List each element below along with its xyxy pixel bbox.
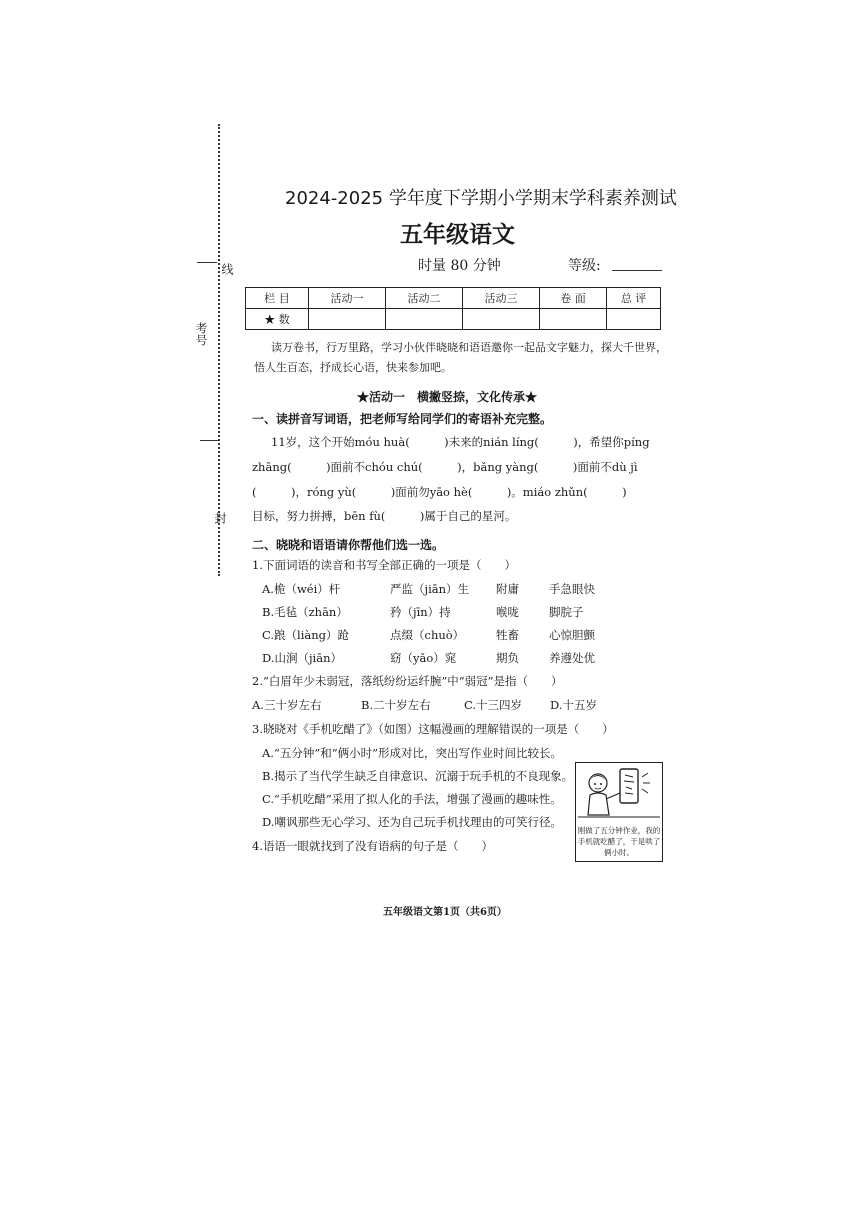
comic-image (575, 762, 663, 862)
q2-2-stem: 2.“白眉年少未弱冠，落纸纷纷运纤腕”中“弱冠”是指（ ） (252, 674, 563, 688)
question-two-title: 二、晓晓和语语请你帮他们选一选。 (252, 538, 445, 552)
q2-3-option-b: B.揭示了当代学生缺乏自律意识、沉溺于玩手机的不良现象。 (262, 769, 574, 783)
q2-1-option-d-1: D.山涧（jiān） (262, 651, 342, 665)
grade-label: 等级: (568, 258, 601, 274)
score-cell[interactable] (540, 309, 607, 330)
score-table-row (246, 309, 661, 330)
score-header-cell: 栏 目 (246, 288, 309, 309)
q2-1-option-b-1: B.毛毡（zhān） (262, 605, 348, 619)
score-header-cell: 总 评 (607, 288, 661, 309)
grade-blank (612, 270, 662, 271)
score-header-cell: 卷 面 (540, 288, 607, 309)
score-header-cell: 活动一 (309, 288, 386, 309)
score-header-cell: 活动二 (386, 288, 463, 309)
binding-line-label: 线 (220, 263, 234, 275)
exam-number-underline-top (197, 262, 217, 263)
q2-1-option-a-4: 手急眼快 (549, 582, 595, 596)
comic-drawing (576, 763, 662, 825)
q2-3-option-c: C.“手机吃醋”采用了拟人化的手法，增强了漫画的趣味性。 (262, 792, 562, 806)
q2-3-option-d: D.嘲讽那些无心学习、还为自己玩手机找理由的可笑行径。 (262, 815, 562, 829)
q2-2-option-c: C.十三四岁 (464, 698, 523, 712)
score-cell[interactable] (463, 309, 540, 330)
q1-line: 目标，努力拼搏，bēn fù( )属于自己的星河。 (252, 509, 517, 523)
score-cell[interactable] (386, 309, 463, 330)
q2-1-stem: 1.下面词语的读音和书写全部正确的一项是（ ） (252, 558, 516, 572)
q2-2-option-b: B.二十岁左右 (361, 698, 431, 712)
q2-1-option-b-3: 喉咙 (496, 605, 519, 619)
q1-line: 11岁，这个开始móu huà( )未来的nián líng( )，希望你píng (271, 435, 650, 449)
score-table-header-row (246, 288, 661, 309)
score-header-cell: 活动三 (463, 288, 540, 309)
q2-2-option-a: A.三十岁左右 (252, 698, 322, 712)
score-cell[interactable] (607, 309, 661, 330)
time-limit: 时量 80 分钟 (418, 258, 501, 274)
q1-line: ( )，róng yù( )面前勿yāo hè( )。miáo zhǔn( ) (252, 485, 627, 499)
q2-1-option-d-4: 养遵处优 (549, 651, 595, 665)
intro-line-1: 读万卷书，行万里路，学习小伙伴晓晓和语语邀你一起品文字魅力，探大千世界， (271, 341, 667, 354)
intro-line-2: 悟人生百态，抒成长心语，快来参加吧。 (254, 361, 452, 374)
exam-number-label: 考号 (194, 322, 208, 346)
q2-1-option-a-1: A.桅（wéi）杆 (262, 582, 341, 596)
q2-1-option-c-4: 心惊胆颤 (549, 628, 595, 642)
q2-1-option-b-2: 矜（jīn）持 (390, 605, 451, 619)
score-cell[interactable] (309, 309, 386, 330)
q2-4-stem: 4.语语一眼就找到了没有语病的句子是（ ） (252, 839, 493, 853)
activity-one-title: ★活动一 横撇竖捺，文化传承★ (357, 390, 538, 404)
q2-2-option-d: D.十五岁 (550, 698, 597, 712)
exam-number-underline-bottom (200, 440, 218, 441)
q2-1-option-b-4: 脚脘子 (549, 605, 584, 619)
score-row-label: ★ 数 (246, 309, 309, 330)
score-table (245, 287, 661, 330)
exam-title: 2024-2025 学年度下学期小学期末学科素养测试 (285, 188, 677, 209)
q2-3-stem: 3.晓晓对《手机吃醋了》（如图）这幅漫画的理解错误的一项是（ ） (252, 722, 614, 736)
q2-1-option-c-2: 点缀（chuò） (390, 628, 465, 642)
binding-dotted-line (218, 124, 220, 576)
comic-caption: 刚做了五分钟作业，我的手机就吃醋了，于是哄了俩小时。 (577, 826, 661, 857)
binding-seal-label: 封 (213, 512, 227, 524)
question-one-title: 一、读拼音写词语，把老师写给同学们的寄语补充完整。 (252, 412, 553, 426)
q2-3-option-a: A.“五分钟”和“俩小时”形成对比，突出写作业时间比较长。 (262, 746, 562, 760)
q2-1-option-c-1: C.踉（liàng）跄 (262, 628, 350, 642)
q2-1-option-a-3: 附庸 (496, 582, 519, 596)
exam-subtitle: 五年级语文 (400, 222, 515, 248)
q2-1-option-a-2: 严监（jiān）生 (390, 582, 470, 596)
q2-1-option-c-3: 牲畜 (496, 628, 519, 642)
q2-1-option-d-2: 窈（yǎo）窕 (390, 651, 457, 665)
q1-line: zhāng( )面前不chóu chú( )，bǎng yàng( )面前不dù jì (252, 460, 638, 474)
q2-1-option-d-3: 期负 (496, 651, 519, 665)
page-footer: 五年级语文第1页（共6页） (383, 907, 507, 918)
